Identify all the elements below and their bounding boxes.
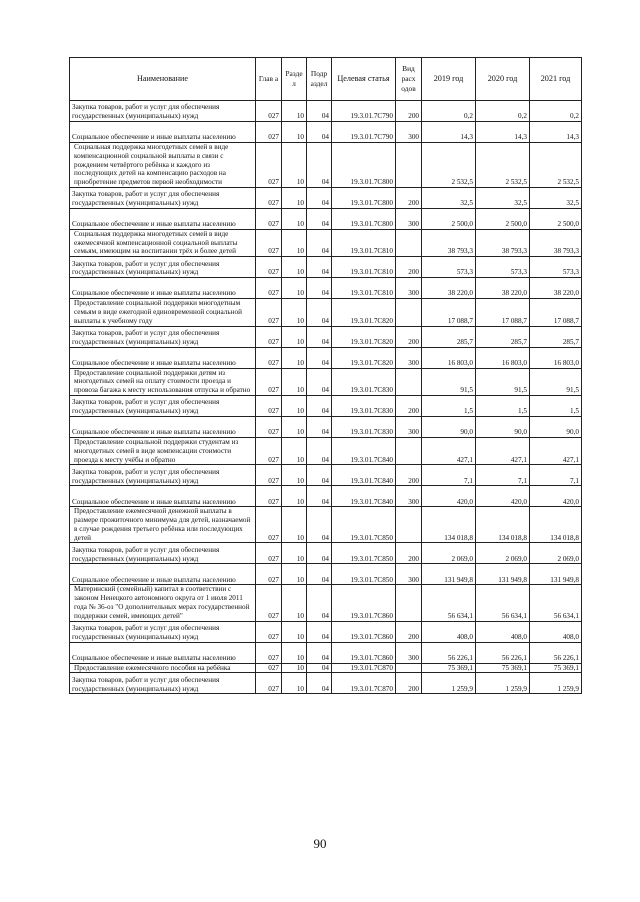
cell-name: Социальная поддержка многодетных семей в виде ежемесячной компенсационной социальной выплаты семьям, имеющим на воспитании трёх и более детей <box>70 229 256 256</box>
cell-vid <box>396 229 422 256</box>
cell-razdel: 10 <box>282 465 307 486</box>
cell-razdel: 10 <box>282 642 307 663</box>
cell-glava: 027 <box>256 101 282 122</box>
cell-y2020: 91,5 <box>476 368 530 395</box>
table-row <box>70 187 582 208</box>
cell-name: Закупка товаров, работ и услуг для обеспечения государственных (муниципальных) нужд <box>70 395 256 416</box>
cell-podrazdel: 04 <box>307 187 332 208</box>
cell-podrazdel: 04 <box>307 326 332 347</box>
cell-podrazdel: 04 <box>307 621 332 642</box>
cell-y2021: 38 220,0 <box>530 278 582 299</box>
table-row <box>70 416 582 437</box>
cell-name: Социальное обеспечение и иные выплаты населению <box>70 208 256 229</box>
cell-vid <box>396 299 422 326</box>
cell-name: Предоставление ежемесячного пособия на ребёнка <box>70 663 256 673</box>
cell-razdel: 10 <box>282 257 307 278</box>
cell-y2020: 573,3 <box>476 257 530 278</box>
cell-vid: 300 <box>396 278 422 299</box>
cell-glava: 027 <box>256 187 282 208</box>
cell-y2019: 91,5 <box>422 368 476 395</box>
cell-vid <box>396 437 422 464</box>
cell-y2019: 1,5 <box>422 395 476 416</box>
cell-podrazdel: 04 <box>307 465 332 486</box>
cell-podrazdel: 04 <box>307 208 332 229</box>
cell-razdel: 10 <box>282 543 307 564</box>
cell-y2019: 408,0 <box>422 621 476 642</box>
cell-vid: 200 <box>396 621 422 642</box>
cell-y2020: 420,0 <box>476 486 530 507</box>
cell-glava: 027 <box>256 642 282 663</box>
cell-y2019: 38 793,3 <box>422 229 476 256</box>
cell-y2021: 420,0 <box>530 486 582 507</box>
table-row <box>70 278 582 299</box>
cell-y2021: 14,3 <box>530 122 582 143</box>
cell-podrazdel: 04 <box>307 673 332 694</box>
cell-name: Социальное обеспечение и иные выплаты населению <box>70 642 256 663</box>
cell-vid: 200 <box>396 101 422 122</box>
cell-y2020: 408,0 <box>476 621 530 642</box>
table-row <box>70 257 582 278</box>
cell-y2021: 2 532,5 <box>530 143 582 188</box>
cell-glava: 027 <box>256 143 282 188</box>
cell-y2019: 427,1 <box>422 437 476 464</box>
header-podrazdel: Подр аздел <box>307 58 332 101</box>
cell-y2021: 56 226,1 <box>530 642 582 663</box>
cell-vid: 300 <box>396 416 422 437</box>
cell-glava: 027 <box>256 208 282 229</box>
cell-statya: 19.3.01.7С820 <box>332 347 396 368</box>
cell-statya: 19.3.01.7С840 <box>332 486 396 507</box>
cell-y2020: 17 088,7 <box>476 299 530 326</box>
cell-y2021: 285,7 <box>530 326 582 347</box>
cell-glava: 027 <box>256 621 282 642</box>
cell-glava: 027 <box>256 507 282 543</box>
cell-glava: 027 <box>256 122 282 143</box>
cell-y2019: 16 803,0 <box>422 347 476 368</box>
cell-y2020: 2 069,0 <box>476 543 530 564</box>
cell-glava: 027 <box>256 368 282 395</box>
cell-vid <box>396 143 422 188</box>
cell-statya: 19.3.01.7С870 <box>332 673 396 694</box>
cell-glava: 027 <box>256 326 282 347</box>
cell-razdel: 10 <box>282 229 307 256</box>
cell-y2021: 573,3 <box>530 257 582 278</box>
cell-razdel: 10 <box>282 437 307 464</box>
cell-name: Материнский (семейный) капитал в соответствии с законом Ненецкого автономного округа от 1 июля 2011 года № 36-оз "О дополнительных мерах государственной поддержки семей, имеющих детей" <box>70 585 256 621</box>
cell-y2020: 0,2 <box>476 101 530 122</box>
table-row <box>70 465 582 486</box>
cell-vid: 200 <box>396 543 422 564</box>
cell-y2020: 14,3 <box>476 122 530 143</box>
cell-y2021: 131 949,8 <box>530 564 582 585</box>
cell-y2020: 427,1 <box>476 437 530 464</box>
cell-name: Социальное обеспечение и иные выплаты населению <box>70 122 256 143</box>
cell-y2021: 17 088,7 <box>530 299 582 326</box>
cell-podrazdel: 04 <box>307 585 332 621</box>
cell-name: Социальное обеспечение и иные выплаты населению <box>70 278 256 299</box>
cell-y2021: 134 018,8 <box>530 507 582 543</box>
cell-podrazdel: 04 <box>307 642 332 663</box>
cell-podrazdel: 04 <box>307 368 332 395</box>
cell-statya: 19.3.01.7С830 <box>332 368 396 395</box>
cell-y2019: 75 369,1 <box>422 663 476 673</box>
cell-glava: 027 <box>256 278 282 299</box>
cell-statya: 19.3.01.7С810 <box>332 257 396 278</box>
cell-podrazdel: 04 <box>307 543 332 564</box>
cell-vid: 200 <box>396 326 422 347</box>
cell-vid: 300 <box>396 208 422 229</box>
cell-y2020: 285,7 <box>476 326 530 347</box>
cell-podrazdel: 04 <box>307 101 332 122</box>
cell-statya: 19.3.01.7С810 <box>332 278 396 299</box>
cell-vid: 200 <box>396 187 422 208</box>
cell-y2021: 427,1 <box>530 437 582 464</box>
cell-y2021: 2 069,0 <box>530 543 582 564</box>
cell-podrazdel: 04 <box>307 229 332 256</box>
cell-razdel: 10 <box>282 395 307 416</box>
header-2021: 2021 год <box>530 58 582 101</box>
cell-y2019: 285,7 <box>422 326 476 347</box>
cell-glava: 027 <box>256 257 282 278</box>
table-row <box>70 621 582 642</box>
table-row <box>70 101 582 122</box>
cell-name: Закупка товаров, работ и услуг для обеспечения государственных (муниципальных) нужд <box>70 621 256 642</box>
table-row <box>70 395 582 416</box>
cell-vid: 300 <box>396 486 422 507</box>
cell-razdel: 10 <box>282 326 307 347</box>
cell-y2019: 0,2 <box>422 101 476 122</box>
cell-vid <box>396 507 422 543</box>
cell-razdel: 10 <box>282 101 307 122</box>
cell-statya: 19.3.01.7С870 <box>332 663 396 673</box>
cell-y2019: 1 259,9 <box>422 673 476 694</box>
cell-vid: 300 <box>396 122 422 143</box>
cell-y2020: 75 369,1 <box>476 663 530 673</box>
cell-glava: 027 <box>256 486 282 507</box>
cell-statya: 19.3.01.7С790 <box>332 101 396 122</box>
cell-glava: 027 <box>256 416 282 437</box>
table-row <box>70 326 582 347</box>
cell-podrazdel: 04 <box>307 143 332 188</box>
cell-glava: 027 <box>256 585 282 621</box>
cell-y2021: 38 793,3 <box>530 229 582 256</box>
cell-statya: 19.3.01.7С840 <box>332 465 396 486</box>
header-razdel: Разде л <box>282 58 307 101</box>
cell-statya: 19.3.01.7С820 <box>332 326 396 347</box>
cell-name: Закупка товаров, работ и услуг для обеспечения государственных (муниципальных) нужд <box>70 326 256 347</box>
cell-y2020: 38 220,0 <box>476 278 530 299</box>
cell-glava: 027 <box>256 437 282 464</box>
cell-podrazdel: 04 <box>307 278 332 299</box>
cell-name: Предоставление социальной поддержки детям из многодетных семей на оплату стоимости проезда и провоза багажа к месту использования отпуска и обратно <box>70 368 256 395</box>
cell-razdel: 10 <box>282 143 307 188</box>
table-row <box>70 347 582 368</box>
table-row <box>70 642 582 663</box>
cell-glava: 027 <box>256 663 282 673</box>
cell-glava: 027 <box>256 543 282 564</box>
cell-podrazdel: 04 <box>307 299 332 326</box>
cell-vid: 200 <box>396 395 422 416</box>
cell-y2019: 573,3 <box>422 257 476 278</box>
table-row <box>70 143 582 188</box>
cell-razdel: 10 <box>282 347 307 368</box>
cell-y2020: 7,1 <box>476 465 530 486</box>
cell-name: Предоставление социальной поддержки студентам из многодетных семей в виде компенсации стоимости проезда к месту учёбы и обратно <box>70 437 256 464</box>
cell-name: Закупка товаров, работ и услуг для обеспечения государственных (муниципальных) нужд <box>70 543 256 564</box>
cell-statya: 19.3.01.7С820 <box>332 299 396 326</box>
cell-name: Социальное обеспечение и иные выплаты населению <box>70 486 256 507</box>
cell-y2019: 90,0 <box>422 416 476 437</box>
cell-name: Социальная поддержка многодетных семей в виде компенсационной социальной выплаты в связи с рождением четвёртого ребёнка и каждого из последующих детей на компенсацию расходов на приобретение предметов первой необходимости <box>70 143 256 188</box>
cell-name: Закупка товаров, работ и услуг для обеспечения государственных (муниципальных) нужд <box>70 257 256 278</box>
table-row <box>70 585 582 621</box>
cell-statya: 19.3.01.7С800 <box>332 208 396 229</box>
cell-razdel: 10 <box>282 585 307 621</box>
cell-name: Закупка товаров, работ и услуг для обеспечения государственных (муниципальных) нужд <box>70 465 256 486</box>
cell-y2019: 17 088,7 <box>422 299 476 326</box>
cell-y2021: 1 259,9 <box>530 673 582 694</box>
cell-y2019: 7,1 <box>422 465 476 486</box>
cell-razdel: 10 <box>282 416 307 437</box>
cell-y2019: 56 226,1 <box>422 642 476 663</box>
cell-statya: 19.3.01.7С830 <box>332 416 396 437</box>
cell-statya: 19.3.01.7С800 <box>332 187 396 208</box>
cell-y2021: 0,2 <box>530 101 582 122</box>
cell-razdel: 10 <box>282 187 307 208</box>
cell-statya: 19.3.01.7С840 <box>332 437 396 464</box>
cell-podrazdel: 04 <box>307 486 332 507</box>
cell-y2020: 1,5 <box>476 395 530 416</box>
cell-y2019: 131 949,8 <box>422 564 476 585</box>
cell-y2019: 420,0 <box>422 486 476 507</box>
header-glava: Глав а <box>256 58 282 101</box>
cell-glava: 027 <box>256 299 282 326</box>
cell-glava: 027 <box>256 564 282 585</box>
table-row <box>70 208 582 229</box>
table-row <box>70 507 582 543</box>
cell-podrazdel: 04 <box>307 437 332 464</box>
cell-vid: 200 <box>396 257 422 278</box>
cell-name: Социальное обеспечение и иные выплаты населению <box>70 347 256 368</box>
cell-name: Социальное обеспечение и иные выплаты населению <box>70 564 256 585</box>
cell-vid <box>396 663 422 673</box>
cell-razdel: 10 <box>282 507 307 543</box>
cell-razdel: 10 <box>282 278 307 299</box>
cell-y2019: 56 634,1 <box>422 585 476 621</box>
cell-razdel: 10 <box>282 122 307 143</box>
cell-razdel: 10 <box>282 368 307 395</box>
header-vid: Вид расх одов <box>396 58 422 101</box>
cell-y2019: 14,3 <box>422 122 476 143</box>
cell-statya: 19.3.01.7С800 <box>332 143 396 188</box>
cell-y2019: 38 220,0 <box>422 278 476 299</box>
cell-y2019: 2 532,5 <box>422 143 476 188</box>
table-row <box>70 229 582 256</box>
cell-vid <box>396 368 422 395</box>
cell-y2019: 2 500,0 <box>422 208 476 229</box>
cell-y2020: 2 532,5 <box>476 143 530 188</box>
cell-y2020: 32,5 <box>476 187 530 208</box>
cell-y2021: 91,5 <box>530 368 582 395</box>
cell-podrazdel: 04 <box>307 122 332 143</box>
cell-y2021: 56 634,1 <box>530 585 582 621</box>
table-header-row <box>70 58 582 101</box>
cell-y2021: 408,0 <box>530 621 582 642</box>
cell-y2020: 1 259,9 <box>476 673 530 694</box>
cell-name: Закупка товаров, работ и услуг для обеспечения государственных (муниципальных) нужд <box>70 673 256 694</box>
cell-razdel: 10 <box>282 299 307 326</box>
cell-y2021: 1,5 <box>530 395 582 416</box>
cell-glava: 027 <box>256 465 282 486</box>
cell-razdel: 10 <box>282 208 307 229</box>
table-body <box>70 101 582 694</box>
cell-glava: 027 <box>256 673 282 694</box>
cell-y2021: 75 369,1 <box>530 663 582 673</box>
cell-statya: 19.3.01.7С810 <box>332 229 396 256</box>
cell-y2019: 32,5 <box>422 187 476 208</box>
cell-razdel: 10 <box>282 486 307 507</box>
cell-y2020: 56 634,1 <box>476 585 530 621</box>
cell-razdel: 10 <box>282 621 307 642</box>
table-row <box>70 543 582 564</box>
cell-vid: 200 <box>396 673 422 694</box>
header-name: Наименование <box>70 58 256 101</box>
cell-name: Предоставление социальной поддержки многодетным семьям в виде ежегодной единовременной социальной выплаты к учебному году <box>70 299 256 326</box>
budget-document <box>69 57 581 694</box>
cell-podrazdel: 04 <box>307 395 332 416</box>
cell-statya: 19.3.01.7С850 <box>332 507 396 543</box>
cell-statya: 19.3.01.7С850 <box>332 564 396 585</box>
cell-y2019: 2 069,0 <box>422 543 476 564</box>
table-row <box>70 663 582 673</box>
cell-razdel: 10 <box>282 673 307 694</box>
cell-podrazdel: 04 <box>307 663 332 673</box>
cell-glava: 027 <box>256 347 282 368</box>
table-row <box>70 437 582 464</box>
cell-vid <box>396 585 422 621</box>
cell-podrazdel: 04 <box>307 564 332 585</box>
cell-name: Социальное обеспечение и иные выплаты населению <box>70 416 256 437</box>
cell-y2021: 7,1 <box>530 465 582 486</box>
cell-statya: 19.3.01.7С860 <box>332 642 396 663</box>
table-row <box>70 299 582 326</box>
header-2019: 2019 год <box>422 58 476 101</box>
cell-statya: 19.3.01.7С860 <box>332 585 396 621</box>
cell-podrazdel: 04 <box>307 257 332 278</box>
cell-vid: 200 <box>396 465 422 486</box>
table-row <box>70 486 582 507</box>
cell-y2020: 134 018,8 <box>476 507 530 543</box>
cell-glava: 027 <box>256 229 282 256</box>
cell-podrazdel: 04 <box>307 347 332 368</box>
cell-y2020: 56 226,1 <box>476 642 530 663</box>
cell-y2020: 2 500,0 <box>476 208 530 229</box>
cell-razdel: 10 <box>282 564 307 585</box>
cell-razdel: 10 <box>282 663 307 673</box>
cell-statya: 19.3.01.7С830 <box>332 395 396 416</box>
cell-name: Закупка товаров, работ и услуг для обеспечения государственных (муниципальных) нужд <box>70 187 256 208</box>
cell-y2021: 2 500,0 <box>530 208 582 229</box>
cell-y2021: 16 803,0 <box>530 347 582 368</box>
table-row <box>70 673 582 694</box>
cell-name: Закупка товаров, работ и услуг для обеспечения государственных (муниципальных) нужд <box>70 101 256 122</box>
cell-podrazdel: 04 <box>307 507 332 543</box>
budget-table <box>69 57 582 694</box>
cell-podrazdel: 04 <box>307 416 332 437</box>
header-2020: 2020 год <box>476 58 530 101</box>
table-row <box>70 368 582 395</box>
cell-name: Предоставление ежемесячной денежной выплаты в размере прожиточного минимума для детей, назначаемой в случае рождения третьего ребёнка или последующих детей <box>70 507 256 543</box>
cell-vid: 300 <box>396 347 422 368</box>
cell-y2020: 38 793,3 <box>476 229 530 256</box>
header-statya: Целевая статья <box>332 58 396 101</box>
cell-y2020: 16 803,0 <box>476 347 530 368</box>
cell-y2021: 32,5 <box>530 187 582 208</box>
table-row <box>70 564 582 585</box>
cell-y2019: 134 018,8 <box>422 507 476 543</box>
cell-vid: 300 <box>396 564 422 585</box>
cell-statya: 19.3.01.7С850 <box>332 543 396 564</box>
cell-statya: 19.3.01.7С790 <box>332 122 396 143</box>
table-row <box>70 122 582 143</box>
cell-y2020: 131 949,8 <box>476 564 530 585</box>
cell-y2021: 90,0 <box>530 416 582 437</box>
cell-statya: 19.3.01.7С860 <box>332 621 396 642</box>
cell-glava: 027 <box>256 395 282 416</box>
cell-y2020: 90,0 <box>476 416 530 437</box>
page-number: 90 <box>313 836 327 851</box>
cell-vid: 300 <box>396 642 422 663</box>
